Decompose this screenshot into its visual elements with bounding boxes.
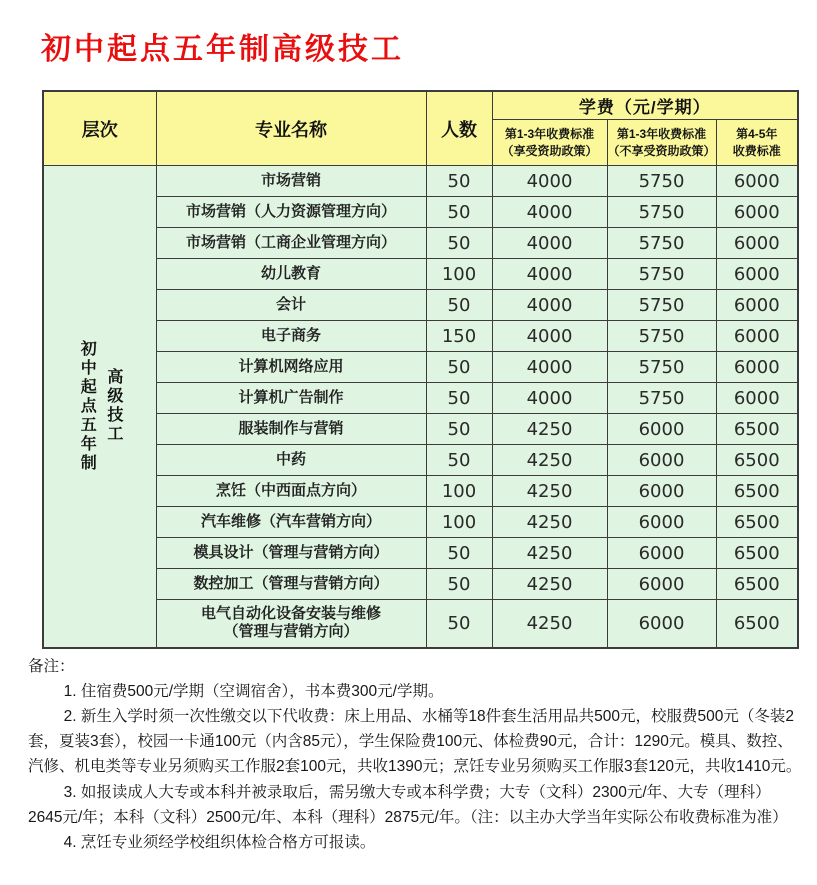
fee1-cell: 4000: [492, 166, 607, 197]
count-cell: 50: [426, 166, 492, 197]
major-cell: 烹饪（中西面点方向）: [156, 476, 426, 507]
fee3-cell: 6500: [716, 600, 798, 648]
major-cell: 数控加工（管理与营销方向）: [156, 569, 426, 600]
fee2-cell: 5750: [607, 321, 716, 352]
major-cell: 市场营销: [156, 166, 426, 197]
fee1-cell: 4250: [492, 538, 607, 569]
fee1-cell: 4000: [492, 321, 607, 352]
major-cell: 会计: [156, 290, 426, 321]
major-name-line2: （管理与营销方向）: [223, 623, 359, 641]
count-cell: 50: [426, 445, 492, 476]
fee2-cell: 6000: [607, 538, 716, 569]
header-fee3: [716, 120, 798, 166]
count-cell: 50: [426, 228, 492, 259]
level-cell: [43, 166, 156, 648]
count-cell: 100: [426, 259, 492, 290]
header-fee2: [607, 120, 716, 166]
fee3-cell: 6500: [716, 538, 798, 569]
fee3-cell: 6500: [716, 414, 798, 445]
table-row: [43, 476, 798, 507]
table-row: [43, 569, 798, 600]
header-fee3-line1: 第4-5年: [736, 127, 778, 142]
fee1-cell: 4250: [492, 600, 607, 648]
fee2-cell: 5750: [607, 197, 716, 228]
count-cell: 50: [426, 538, 492, 569]
fee3-cell: 6000: [716, 228, 798, 259]
fee3-cell: 6000: [716, 321, 798, 352]
major-name-line1: 电气自动化设备安装与维修: [200, 604, 381, 622]
header-fee2-line1: 第1-3年收费标准: [616, 127, 707, 142]
tuition-fees-table: [42, 90, 799, 649]
fee2-cell: 5750: [607, 352, 716, 383]
header-tuition-group: 学费（元/学期）: [492, 91, 798, 120]
header-major: 专业名称: [156, 91, 426, 166]
header-row-top: [43, 91, 798, 120]
major-cell: 计算机网络应用: [156, 352, 426, 383]
table-body: [43, 166, 798, 648]
count-cell: 50: [426, 600, 492, 648]
fee3-cell: 6000: [716, 197, 798, 228]
major-cell: 汽车维修（汽车营销方向）: [156, 507, 426, 538]
table-row: [43, 290, 798, 321]
table-row: [43, 197, 798, 228]
table-row: [43, 507, 798, 538]
count-cell: 50: [426, 569, 492, 600]
count-cell: 50: [426, 352, 492, 383]
fee1-cell: 4250: [492, 414, 607, 445]
fee3-cell: 6500: [716, 445, 798, 476]
major-cell: 模具设计（管理与营销方向）: [156, 538, 426, 569]
level-label-secondary: 高级技工: [104, 368, 122, 445]
count-cell: 50: [426, 290, 492, 321]
fee2-cell: 6000: [607, 476, 716, 507]
table-header: [43, 91, 798, 166]
fee3-cell: 6000: [716, 352, 798, 383]
fee3-cell: 6500: [716, 507, 798, 538]
table-row: [43, 166, 798, 197]
fee1-cell: 4000: [492, 352, 607, 383]
header-fee1: [492, 120, 607, 166]
major-cell: 市场营销（工商企业管理方向）: [156, 228, 426, 259]
major-cell: 幼儿教育: [156, 259, 426, 290]
fee2-cell: 6000: [607, 445, 716, 476]
fee3-cell: 6000: [716, 383, 798, 414]
major-cell: 服装制作与营销: [156, 414, 426, 445]
fee1-cell: 4000: [492, 259, 607, 290]
table-row: [43, 538, 798, 569]
table-row: [43, 321, 798, 352]
fee3-cell: 6000: [716, 259, 798, 290]
fee3-cell: 6000: [716, 166, 798, 197]
fee2-cell: 5750: [607, 166, 716, 197]
major-cell: 中药: [156, 445, 426, 476]
fee3-cell: 6500: [716, 476, 798, 507]
fee2-cell: 5750: [607, 259, 716, 290]
note-item-3: 3. 如报读成人大专或本科并被录取后，需另缴大专或本科学费；大专（文科）2300元/年、大专（理科）2645元/年；本科（文科）2500元/年、本科（理科）2875元/年。（注：以主办大学当年实际公布收费标准为准）: [28, 783, 788, 826]
count-cell: 50: [426, 414, 492, 445]
note-item-4: 4. 烹饪专业须经学校组织体检合格方可报读。: [63, 833, 376, 851]
header-fee1-line2: （享受资助政策）: [501, 143, 598, 158]
table-row: [43, 445, 798, 476]
note-item-1: 1. 住宿费500元/学期（空调宿舍），书本费300元/学期。: [63, 683, 444, 701]
fee2-cell: 6000: [607, 507, 716, 538]
table-row: [43, 259, 798, 290]
count-cell: 100: [426, 507, 492, 538]
table-row: [43, 352, 798, 383]
note-item-2: 2. 新生入学时须一次性缴交以下代收费：床上用品、水桶等18件套生活用品共500元，校服费500元（冬装2套，夏装3套），校园一卡通100元（内含85元），学生保险费100元、体检费90元，合计：1290元。模具、数控、汽修、机电类等专业另须购买工作服2套100元，共收1390元；烹饪专业另须购买工作服3套120元，共收1410元。: [28, 708, 802, 776]
fee3-cell: 6000: [716, 290, 798, 321]
fee1-cell: 4250: [492, 476, 607, 507]
header-level: 层次: [43, 91, 156, 166]
fee2-cell: 5750: [607, 290, 716, 321]
major-cell: 电子商务: [156, 321, 426, 352]
notes-section: [28, 654, 805, 855]
count-cell: 100: [426, 476, 492, 507]
major-cell: 市场营销（人力资源管理方向）: [156, 197, 426, 228]
header-fee2-line2: （不享受资助政策）: [607, 143, 716, 158]
fee2-cell: 6000: [607, 569, 716, 600]
fee3-cell: 6500: [716, 569, 798, 600]
header-fee3-line2: 收费标准: [732, 143, 781, 158]
major-cell: [156, 600, 426, 648]
table-row: [43, 600, 798, 648]
level-label-primary: 初中起点五年制: [78, 339, 96, 473]
fee2-cell: 6000: [607, 600, 716, 648]
notes-label: 备注：: [28, 658, 75, 675]
major-cell: 计算机广告制作: [156, 383, 426, 414]
count-cell: 50: [426, 197, 492, 228]
fee1-cell: 4250: [492, 445, 607, 476]
table-row: [43, 228, 798, 259]
fee1-cell: 4000: [492, 383, 607, 414]
header-count: 人数: [426, 91, 492, 166]
table-row: [43, 383, 798, 414]
fee1-cell: 4250: [492, 569, 607, 600]
header-fee1-line1: 第1-3年收费标准: [504, 127, 595, 142]
level-vertical-labels: [44, 340, 156, 473]
table-row: [43, 414, 798, 445]
count-cell: 50: [426, 383, 492, 414]
fee1-cell: 4000: [492, 197, 607, 228]
page-title: 初中起点五年制高级技工: [41, 33, 404, 66]
fee2-cell: 6000: [607, 414, 716, 445]
fee1-cell: 4000: [492, 290, 607, 321]
count-cell: 150: [426, 321, 492, 352]
fee2-cell: 5750: [607, 383, 716, 414]
fee1-cell: 4000: [492, 228, 607, 259]
fee2-cell: 5750: [607, 228, 716, 259]
fee1-cell: 4250: [492, 507, 607, 538]
